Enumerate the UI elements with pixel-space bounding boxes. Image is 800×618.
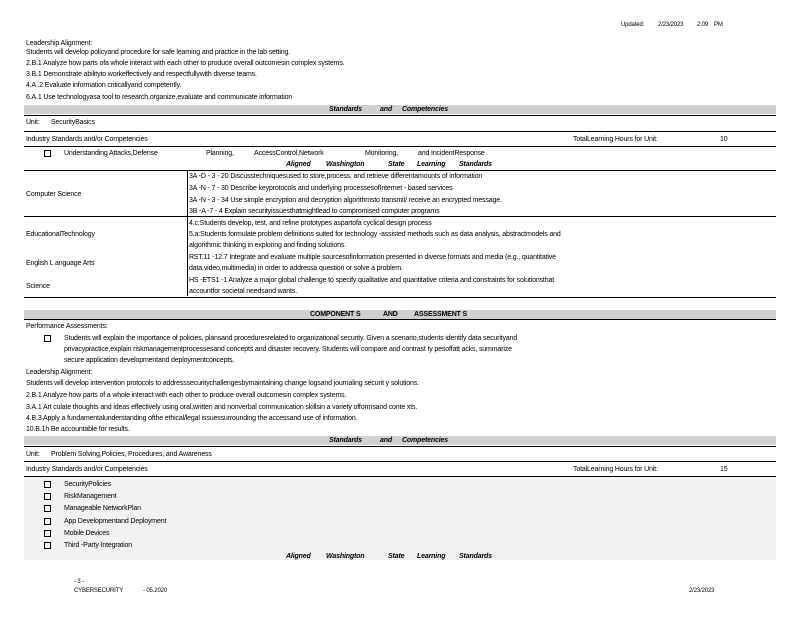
total-hours-value: 15: [720, 466, 728, 473]
divider: [24, 461, 776, 462]
performance-line: privacypractice,explain riskmanagementprocessesand concepts and disaster recovery. Students will compare and contrast ty pesoffatt acks, summarize: [64, 346, 512, 353]
standards-bar: [24, 105, 776, 114]
components-bar-text: COMPONENT S: [310, 311, 361, 318]
topic-item: SecurityPolicies: [64, 481, 112, 488]
aligned-header: Standards: [459, 161, 492, 168]
topic-item: Mobile Devices: [64, 530, 110, 537]
standards-line: 3B -A -7 - 4 Explain securityissuesthatmightlead to compromised computer programs: [189, 208, 440, 215]
standards-line: 4.c:Students develop, test, and refine prototypes aspartofa cyclical design process: [189, 220, 432, 227]
unit-name: SecurityBasics: [51, 119, 95, 126]
leadership-line: 3.A.1 Art culate thoughts and ideas effectively using oral,written and nonverbal communication skillsin a variety offormsand conte xts.: [26, 404, 418, 411]
standards-subject: Science: [26, 283, 50, 290]
standards-line: 3A -D - 3 - 20 Discusstechniquesused to store,process, and retrieve differentamounts of information: [189, 173, 483, 180]
standards-line: 3A -N - 3 - 34 Use simple encryption and decryption algorithmsto transmit/ receive an encrypted message.: [189, 197, 502, 204]
unit-label: Unit:: [26, 119, 40, 126]
footer-doc-name: CYBERSECURITY: [74, 588, 124, 594]
unit-label: Unit:: [26, 451, 40, 458]
standards-bar: [24, 436, 776, 445]
components-bar-text: AND: [383, 311, 398, 318]
standards-bar-text: Competencies: [402, 437, 449, 444]
industry-standards-label: Industry Standards and/or Competencies: [26, 136, 148, 143]
leadership-alignment-title: Leadership Alignment:: [26, 40, 93, 47]
aligned-header: Washington: [326, 161, 365, 168]
standards-bar-text: Competencies: [402, 106, 449, 113]
leadership-alignment-title: Leadership Alignment:: [26, 369, 93, 376]
performance-line: Students will explain the importance of policies, plansand proceduresrelated to organizational security. Given a scenario,students identify data securityand: [64, 335, 518, 342]
leadership-line: 6.A.1 Use technologyasa tool to research,organize,evaluate and communicate information: [26, 94, 293, 101]
components-bar-text: ASSESSMENT S: [414, 311, 468, 318]
leadership-line: 2.B.1 Analyze how parts ofa whole interact with each other to produce overall outcomesin complex systems.: [26, 60, 345, 67]
unit-name: Problem Solving,Policies, Procedures, and Awareness: [51, 451, 212, 458]
checkbox-icon: [44, 517, 51, 526]
checkbox-icon: [44, 480, 51, 489]
industry-standards-label: Industry Standards and/or Competencies: [26, 466, 148, 473]
footer-date: 2/23/2023: [689, 588, 715, 594]
topic-item: AccessControl,Network: [254, 150, 324, 157]
leadership-line: Students will develop policyand procedure for safe learning and practice in the lab setting.: [26, 49, 291, 56]
standards-line: data,video,multimedia) in order to addressa question or solve a problem.: [189, 265, 403, 272]
aligned-header: Washington: [326, 553, 365, 560]
standards-line: accountfor societal needsand wants.: [189, 288, 297, 295]
leadership-line: Students will develop intervention protocols to addresssecuritychallengesbymaintaining change logsand journaling securit y solutions.: [26, 380, 419, 387]
divider: [24, 170, 776, 171]
updated-time: 2:09: [697, 22, 709, 28]
topic-item: Planning,: [206, 150, 234, 157]
divider: [24, 131, 776, 132]
standards-line: 3A -N - 7 - 30 Describe keyprotocols and underlying processesofInternet - based services: [189, 185, 453, 192]
leadership-line: 2.B.1 Analyze how parts of a whole interact with each other to produce overall outcomesin complex systems.: [26, 392, 347, 399]
checkbox-icon: [44, 541, 51, 550]
footer-version: - 05.2020: [143, 588, 168, 594]
divider: [24, 216, 776, 217]
divider: [24, 446, 776, 447]
topic-item: Manageable NetworkPlan: [64, 505, 141, 512]
total-hours-label: TotalLearning Hours for Unit:: [573, 466, 658, 473]
updated-ampm: PM: [714, 22, 723, 28]
aligned-header: Learning: [417, 161, 446, 168]
aligned-header: State: [388, 553, 405, 560]
topic-item: RiskManagement: [64, 493, 117, 500]
performance-assessments-title: Performance Assessments:: [26, 323, 108, 330]
checkbox-icon: [44, 334, 51, 343]
checkbox-icon: [44, 149, 51, 158]
leadership-line: 10.B.1h Be accountable for results.: [26, 426, 130, 433]
standards-line: RST.11 -12.7 Integrate and evaluate multiple sourcesofinformation presented in diverse formats and media (e.g., quantitative: [189, 254, 556, 261]
updated-date: 2/23/2023: [658, 22, 684, 28]
standards-bar-text: and: [380, 437, 392, 444]
standards-subject: EducationalTechnology: [26, 231, 95, 238]
topic-item: Third -Party Integration: [64, 542, 132, 549]
standards-subject: Computer Science: [26, 191, 82, 198]
leadership-line: 3.B.1 Demonstrate abilityto workeffectively and respectfullywith diverse teams.: [26, 71, 257, 78]
table-divider: [187, 170, 188, 296]
aligned-header: Aligned: [286, 161, 311, 168]
standards-line: HS -ETS1 -1 Analyze a major global challenge to specify qualitative and quantitative criteria and constraints for solutionsthat: [189, 277, 554, 284]
topic-item: and IncidentResponse: [418, 150, 485, 157]
footer-page-number: - 3 -: [74, 579, 84, 585]
standards-line: 5.a:Students formulate problem definitions suited for technology -assisted methods such as data analysis, abstractmodels and: [189, 231, 561, 238]
aligned-header: Learning: [417, 553, 446, 560]
divider: [24, 319, 776, 320]
total-hours-label: TotalLearning Hours for Unit:: [573, 136, 658, 143]
aligned-header: State: [388, 161, 405, 168]
topic-item: Monitoring,: [365, 150, 398, 157]
checkbox-icon: [44, 492, 51, 501]
standards-subject: English L anguage Arts: [26, 260, 95, 267]
components-bar: [24, 310, 776, 319]
standards-bar-text: Standards: [329, 437, 362, 444]
checkbox-icon: [44, 504, 51, 513]
checkbox-icon: [44, 529, 51, 538]
performance-line: secure application developmentand deploymentconcepts.: [64, 357, 235, 364]
divider: [24, 297, 776, 298]
leadership-line: 4.B.3 Apply a fundamentalunderstanding ofthe ethical/legal issuessurrounding the accessand use of information.: [26, 415, 358, 422]
standards-bar-text: Standards: [329, 106, 362, 113]
total-hours-value: 10: [720, 136, 728, 143]
standards-bar-text: and: [380, 106, 392, 113]
divider: [24, 146, 776, 147]
divider: [24, 115, 776, 116]
standards-line: algorithmic thinking in exploring and finding solutions.: [189, 242, 346, 249]
aligned-header: Aligned: [286, 553, 311, 560]
leadership-line: 4.A .2 Evaluate information criticallyand competently.: [26, 82, 182, 89]
topic-item: Understanding Attacks,Defense: [64, 150, 158, 157]
aligned-header: Standards: [459, 553, 492, 560]
updated-label: Updated:: [621, 22, 645, 28]
topic-item: App Developmentand Deployment: [64, 518, 167, 525]
